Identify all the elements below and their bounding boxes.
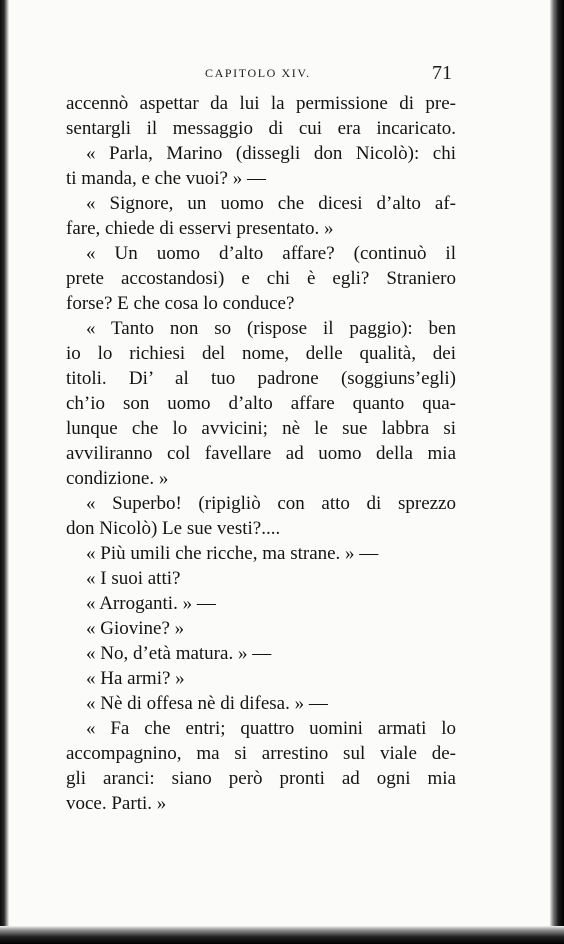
text-line: « I suoi atti? (86, 568, 181, 589)
page-right-shadow (550, 0, 564, 944)
text-line: condizione. » (66, 468, 169, 489)
text-line: ch’io son uomo d’alto affare quanto qua- (66, 393, 456, 414)
text-line: titoli. Di’ al tuo padrone (soggiuns’egli) (66, 368, 456, 389)
text-line: « Ha armi? » (86, 668, 185, 689)
text-line: « Tanto non so (rispose il paggio): ben (86, 318, 456, 339)
text-line: accompagnino, ma si arrestino sul viale de- (66, 743, 456, 764)
text-line: don Nicolò) Le sue vesti?.... (66, 518, 281, 539)
page-bottom-shadow (0, 926, 564, 944)
text-line: « Parla, Marino (dissegli don Nicolò): chi (86, 143, 456, 164)
text-line: « Superbo! (ripigliò con atto di sprezzo (86, 493, 456, 514)
text-line: fare, chiede di esservi presentato. » (66, 218, 334, 239)
text-line: prete accostandosi) e chi è egli? Straniero (66, 268, 456, 289)
page-number: 71 (432, 62, 452, 84)
page-header (0, 62, 564, 90)
text-line: gli aranci: siano però pronti ad ogni mia (66, 768, 456, 789)
text-line: accennò aspettar da lui la permissione di pre- (66, 93, 456, 114)
text-line: « Più umili che ricche, ma strane. » — (86, 543, 379, 564)
text-line: « No, d’età matura. » — (86, 643, 272, 664)
text-line: lunque che lo avvicini; nè le sue labbra si (66, 418, 456, 439)
text-line: « Un uomo d’alto affare? (continuò il (86, 243, 456, 264)
text-line: « Nè di offesa nè di difesa. » — (86, 693, 328, 714)
page-left-shadow (0, 0, 9, 944)
text-line: voce. Parti. » (66, 793, 167, 814)
text-line: io lo richiesi del nome, delle qualità, dei (66, 343, 456, 364)
text-line: « Giovine? » (86, 618, 185, 639)
text-line: « Arroganti. » — (86, 593, 216, 614)
text-line: avviliranno col favellare ad uomo della mia (66, 443, 456, 464)
running-head: CAPITOLO XIV. (205, 66, 311, 80)
text-line: sentargli il messaggio di cui era incaricato. (66, 118, 456, 139)
text-line: forse? E che cosa lo conduce? (66, 293, 295, 314)
text-line: « Fa che entri; quattro uomini armati lo (86, 718, 456, 739)
text-line: ti manda, e che vuoi? » — (66, 168, 266, 189)
text-line: « Signore, un uomo che dicesi d’alto af- (86, 193, 456, 214)
